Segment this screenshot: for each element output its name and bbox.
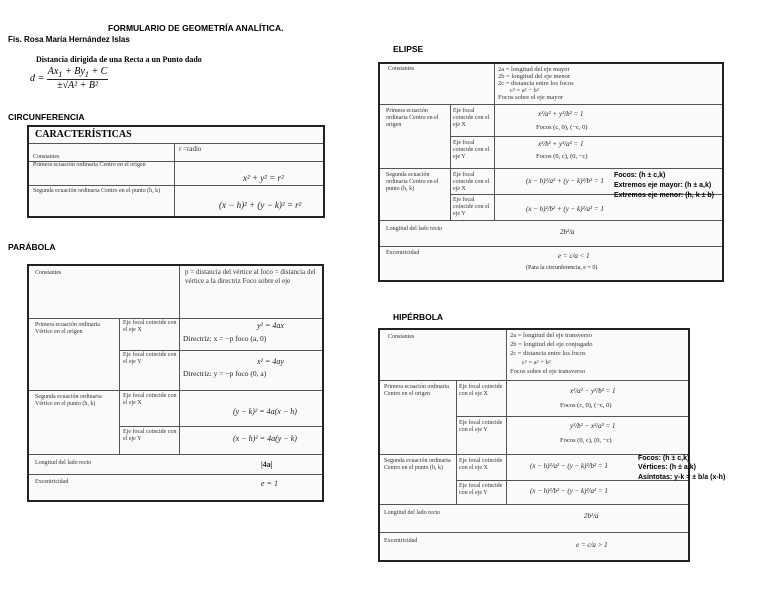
eli-def-4: Focos sobre el eje mayor — [498, 94, 563, 101]
page-title: FORMULARIO DE GEOMETRÍA ANALÍTICA. — [108, 23, 284, 33]
circ-row1-label: Primera ecuación ordinaria Centro en el origen — [33, 162, 146, 168]
par-row1-label: Primera ecuación ordinaria Vértice en el origen — [35, 322, 100, 335]
eli-eje-x-2: Eje focal coincide con el eje X — [453, 172, 490, 192]
eli-row1-label: Primera ecuación ordinaria Centro en el origen — [386, 108, 439, 128]
hip-constantes: Constantes — [388, 334, 415, 340]
par-lado-val: |4a| — [261, 460, 273, 469]
circ-constantes: Constantes — [33, 154, 60, 160]
parabola-table — [27, 264, 324, 502]
par-row2-label: Segunda ecuación ordinaria Vértice en el punto (h, k) — [35, 394, 102, 407]
eli-eje-y-2: Eje focal coincide con el eje Y — [453, 197, 490, 217]
section-elipse: ELIPSE — [393, 44, 424, 54]
circunferencia-table — [27, 125, 325, 218]
eli-eq1: x²/a² + y²/b² = 1 — [538, 110, 584, 118]
eli-eje-y-1: Eje focal coincide con el eje Y — [453, 140, 490, 160]
section-parabola: PARÁBOLA — [8, 242, 56, 252]
hip-eq1: x²/a² − y²/b² = 1 — [570, 387, 616, 395]
hip-row1-label: Primera ecuación ordinaria Centro en el origen — [384, 384, 449, 397]
hip-foc1: Focos (c, 0), (−c, 0) — [560, 402, 612, 409]
eli-constantes: Constantes — [388, 66, 415, 72]
eli-def-0: 2a = longitud del eje mayor — [498, 66, 570, 73]
hip-eq4: (x − h)²/b² − (y − k)²/a² = 1 — [530, 487, 608, 495]
hip-lado-val: 2b²/a — [584, 512, 599, 520]
eli-def-3: c² = a² − b² — [510, 87, 539, 94]
eli-exc-val: e = c/a < 1 — [558, 252, 590, 260]
eli-def-1: 2b = longitud del eje menor — [498, 73, 571, 80]
hip-eq3: (x − h)²/a² − (y − k)²/b² = 1 — [530, 462, 608, 470]
hip-excentricidad: Excentricidad — [384, 538, 418, 544]
par-exc-val: e = 1 — [261, 479, 278, 488]
hip-def-4: Focos sobre el eje transverso — [510, 368, 586, 375]
par-eq3: (y − k)² = 4a(x − h) — [233, 407, 297, 416]
par-excentricidad: Excentricidad — [35, 479, 69, 485]
eli-note-mayor: Extremos eje mayor: (h ± a,k) — [614, 182, 712, 189]
circ-eq1: x² + y² = r² — [243, 173, 284, 183]
hip-row2-label: Segunda ecuación ordinaria Centro en el punto (h, k) — [384, 458, 451, 471]
circ-row2-label: Segunda ecuación ordinaria Centro en el punto (h, k) — [33, 188, 161, 194]
par-eje-x-2: Eje focal coincide con el eje X — [123, 393, 177, 406]
distance-formula: d = $\frac{Ax_1 + By_1 + C}{\text{±√A² + B²}}$ — [30, 66, 108, 91]
hip-exc-val: e = c/a > 1 — [576, 541, 608, 549]
par-p-def: p = distancia del vértice al foco = distancia del vértice a la directriz Foco sobre el eje — [185, 268, 316, 285]
eli-note-menor: Extremos eje menor: (h, k ± b) — [614, 192, 714, 199]
hip-note-vertices: Vértices: (h ± a,k) — [638, 464, 696, 471]
distance-title: Distancia dirigida de una Recta a un Punto dado — [36, 55, 202, 64]
hip-note-asintotas: Asíntotas: y-k = ± b/a (x-h) — [638, 474, 726, 481]
elipse-table — [378, 62, 724, 282]
eli-note-focos: Focos: (h ± c,k) — [614, 172, 666, 179]
eli-lado-recto: Longitud del lado recto — [386, 226, 443, 232]
circ-eq2: (x − h)² + (y − k)² = r² — [219, 200, 302, 210]
eli-eq3: (x − h)²/a² + (y − k)²/b² = 1 — [526, 177, 604, 185]
hip-eje-y-1: Eje focal coincide con el eje Y — [459, 420, 503, 433]
par-eq4: (x − h)² = 4a(y − k) — [233, 434, 297, 443]
hip-foc2: Focos (0, c), (0, −c) — [560, 437, 612, 444]
section-circunferencia: CIRCUNFERENCIA — [8, 112, 85, 122]
par-eq1: y² = 4ax — [257, 321, 284, 330]
par-eje-y-1: Eje focal coincide con el eje Y — [123, 352, 177, 365]
hip-lado-recto: Longitud del lado recto — [384, 510, 441, 516]
eli-def-2: 2c = distancia entre los focos — [498, 80, 574, 87]
hiperbola-table — [378, 328, 690, 562]
eli-excentricidad: Excentricidad — [386, 250, 420, 256]
hip-note-focos: Focos: (h ± c,k) — [638, 455, 690, 462]
par-dir2: Directriz: y = −p foco (0, a) — [183, 369, 267, 378]
par-eq2: x² = 4ay — [257, 357, 284, 366]
hip-def-1: 2b = longitud del eje conjugado — [510, 341, 593, 348]
par-constantes: Constantes — [35, 270, 62, 276]
eli-foc2: Focos (0, c), (0, −c) — [536, 153, 588, 160]
par-eje-x-1: Eje focal coincide con el eje X — [123, 320, 177, 333]
hip-eje-x-2: Eje focal coincide con el eje X — [459, 458, 503, 471]
hip-def-3: c² = a² + b² — [522, 359, 551, 366]
author: Fís. Rosa María Hernández Islas — [8, 35, 130, 44]
eli-eq4: (x − h)²/b² + (y − k)²/a² = 1 — [526, 205, 604, 213]
eli-row2-label: Segunda ecuación ordinaria Centro en el punto (h, k) — [386, 172, 439, 192]
eli-exc-note: (Para la circunferencia, e = 0) — [526, 265, 598, 271]
circ-r-def: r =radio — [179, 145, 202, 153]
par-lado-recto: Longitud del lado recto — [35, 460, 92, 466]
section-hiperbola: HIPÉRBOLA — [393, 312, 444, 322]
hip-eq2: y²/b² − x²/a² = 1 — [570, 422, 616, 430]
eli-foc1: Focos (c, 0), (−c, 0) — [536, 124, 588, 131]
hip-def-2: 2c = distancia entre los focos — [510, 350, 586, 357]
eli-lado-val: 2b²/a — [560, 228, 575, 236]
hip-eje-y-2: Eje focal coincide con el eje Y — [459, 483, 503, 496]
eli-eje-x-1: Eje focal coincide con el eje X — [453, 108, 490, 128]
hip-eje-x-1: Eje focal coincide con el eje X — [459, 384, 503, 397]
eli-eq2: x²/b² + y²/a² = 1 — [538, 140, 584, 148]
circ-heading: CARACTERÍSTICAS — [35, 129, 132, 140]
par-eje-y-2: Eje focal coincide con el eje Y — [123, 429, 177, 442]
par-dir1: Directriz: x = −p foco (a, 0) — [183, 334, 267, 343]
hip-def-0: 2a = longitud del eje transverso — [510, 332, 592, 339]
